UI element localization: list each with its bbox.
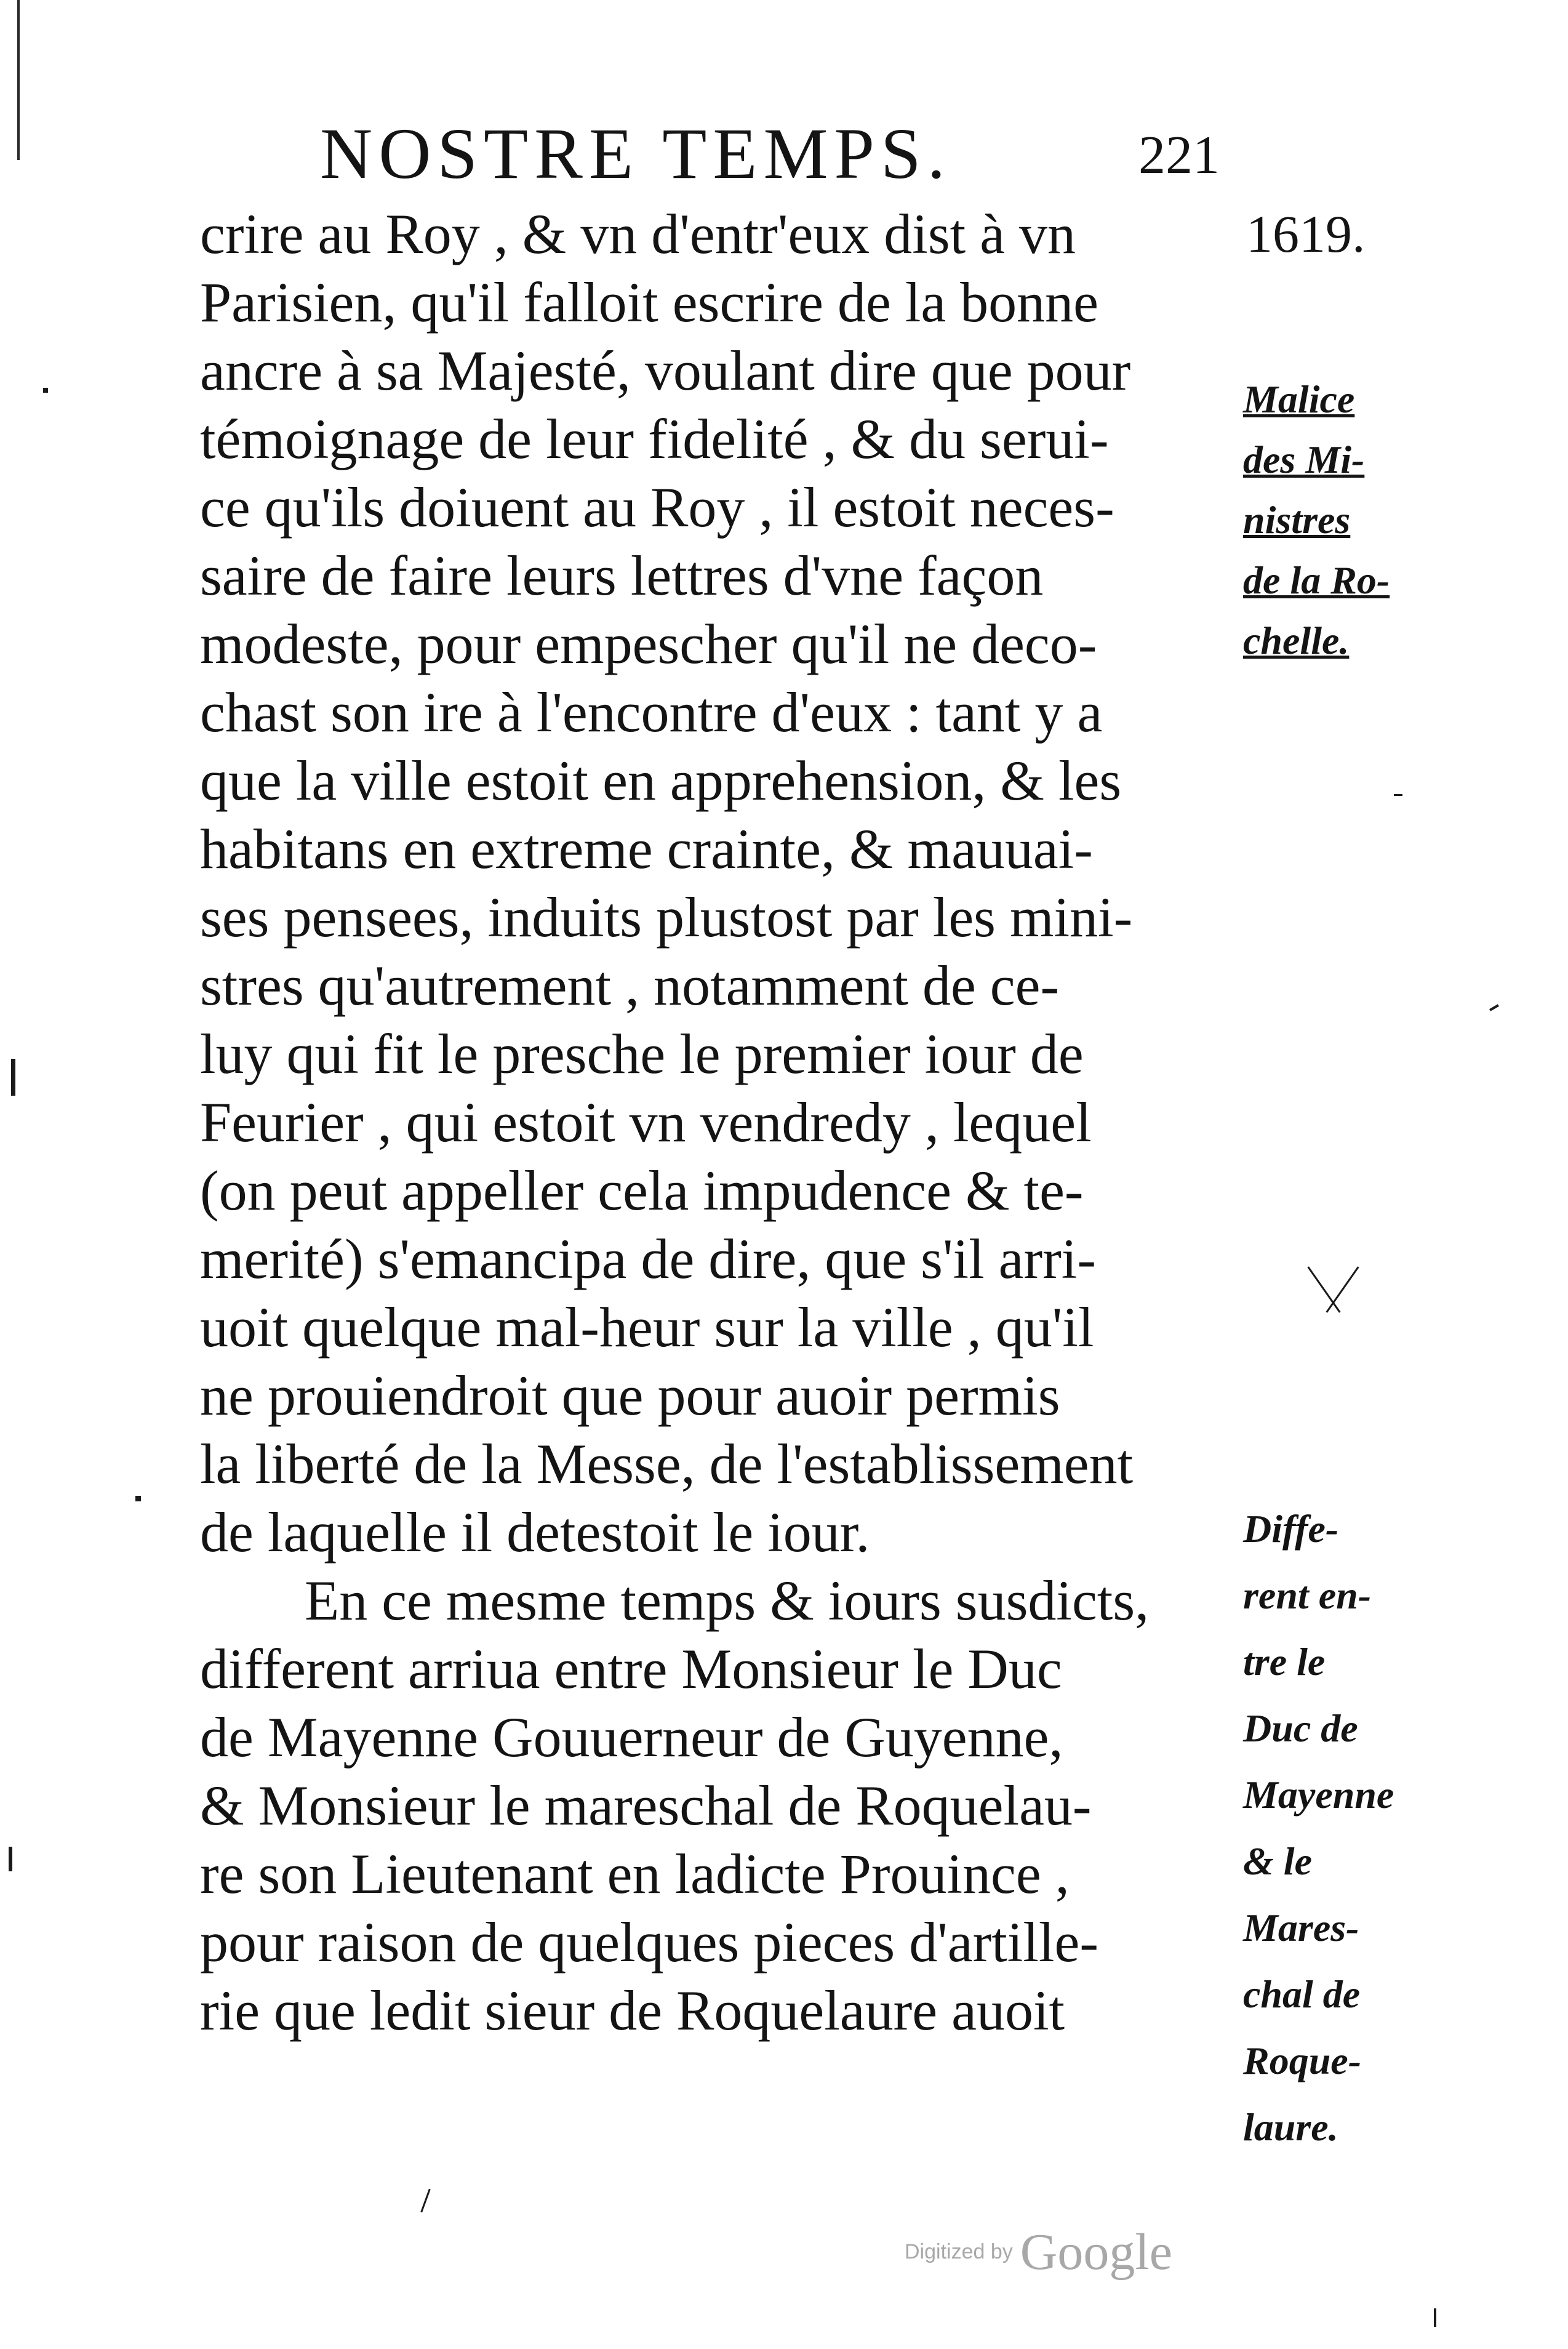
text-line: rie que ledit sieur de Roquelaure auoit [200,1979,1065,2042]
text-line: saire de faire leurs lettres d'vne façon [200,544,1044,607]
marginal-note-line: chal de [1243,1972,1361,2016]
text-line: de laquelle il detestoit le iour. [200,1501,870,1564]
text-line: Parisien, qu'il falloit escrire de la bonne [200,271,1099,334]
marginal-note-line: de la Ro- [1243,558,1390,602]
ink-speck [420,2189,430,2213]
marginal-note-line: des Mi- [1243,438,1365,481]
text-line: ne prouiendroit que pour auoir permis [200,1364,1060,1427]
text-line: ses pensees, induits plustost par les mini- [200,886,1133,949]
ink-speck [1434,2308,1436,2327]
text-line: habitans en extreme crainte, & mauuai- [200,817,1093,880]
page-number: 221 [1138,126,1220,185]
marginal-note-line: Duc de [1243,1706,1358,1750]
ink-speck [1489,1004,1499,1011]
marginal-note-line: Roque- [1243,2039,1361,2082]
running-title: NOSTRE TEMPS. [320,113,952,194]
text-line: merité) s'emancipa de dire, que s'il arri- [200,1227,1096,1290]
text-line: stres qu'autrement , notamment de ce- [200,954,1060,1017]
ink-speck [43,388,48,393]
paragraph-start-line: En ce mesme temps & iours susdicts, [305,1569,1150,1632]
digitized-by-label: Digitized by [905,2240,1013,2263]
text-line: luy qui fit le presche le premier iour de [200,1022,1084,1085]
text-line: témoignage de leur fidelité , & du serui- [200,408,1109,470]
running-head [320,108,1243,200]
ink-speck [135,1496,141,1501]
marginal-note-line: Diffe- [1243,1507,1339,1551]
text-line: uoit quelque mal-heur sur la ville , qu'il [200,1296,1094,1359]
text-line: chast son ire à l'encontre d'eux : tant y a [200,681,1103,744]
text-line: different arriua entre Monsieur le Duc [200,1637,1062,1700]
ink-speck [1326,1266,1359,1312]
marginal-note-malice [1243,369,1390,671]
marginal-note-line: & le [1243,1839,1312,1883]
text-line: & Monsieur le mareschal de Roquelau- [200,1774,1092,1837]
text-line: modeste, pour empescher qu'il ne deco- [200,612,1097,675]
marginal-note-line: tre le [1243,1640,1326,1684]
marginal-note-different [1243,1496,1394,2161]
marginal-note-line: nistres [1243,498,1351,542]
text-line: pour raison de quelques pieces d'artille- [200,1911,1098,1974]
text-line: la liberté de la Messe, de l'establissement [200,1432,1134,1495]
marginal-note-line: Mayenne [1243,1773,1394,1817]
digitized-by-google-watermark [905,2222,1172,2282]
text-line: Feurier , qui estoit vn vendredy , lequel [200,1091,1092,1154]
text-line: crire au Roy , & vn d'entr'eux dist à vn [200,203,1076,265]
marginal-note-line: Malice [1243,377,1355,421]
marginal-note-line: chelle. [1243,619,1350,662]
ink-speck [11,1059,15,1096]
ink-speck [1394,794,1402,796]
text-line: que la ville estoit en apprehension, & les [200,749,1122,812]
text-line: ancre à sa Majesté, voulant dire que pour [200,339,1131,402]
text-line: de Mayenne Gouuerneur de Guyenne, [200,1706,1063,1769]
marginal-note-line: rent en- [1243,1573,1371,1617]
marginal-note-line: laure. [1243,2105,1338,2149]
text-line: ce qu'ils doiuent au Roy , il estoit neces- [200,476,1114,539]
page-edge-line [17,0,20,160]
marginal-note-line: Mares- [1243,1906,1359,1949]
google-logo-text: Google [1020,2223,1173,2281]
ink-speck [9,1847,12,1871]
text-line: re son Lieutenant en ladicte Prouince , [200,1842,1070,1905]
margin-year: 1619. [1246,204,1366,263]
text-line: (on peut appeller cela impudence & te- [200,1159,1084,1222]
body-text [200,200,1258,2045]
ink-speck [1307,1266,1340,1312]
